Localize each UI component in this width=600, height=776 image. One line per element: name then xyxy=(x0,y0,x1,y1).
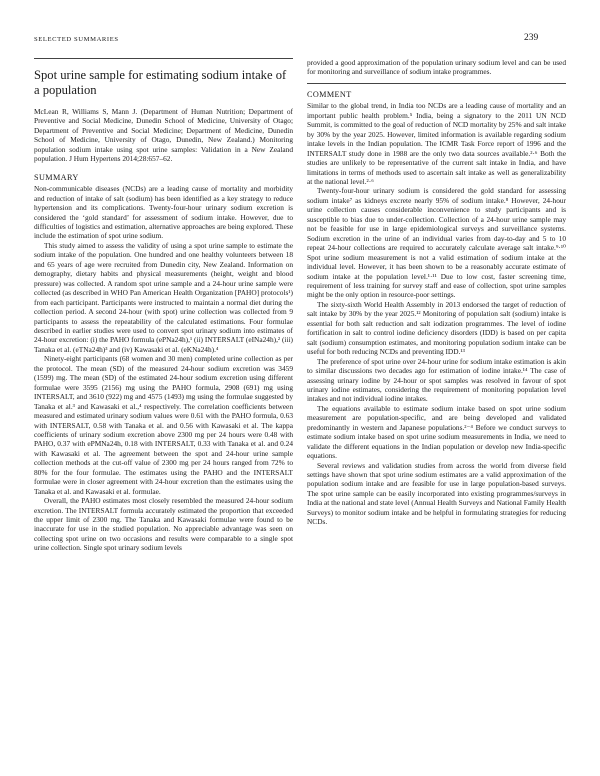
running-header: SELECTED SUMMARIES xyxy=(34,36,119,43)
summary-paragraph-2: This study aimed to assess the validity of using a spot urine sample to estimate the sodium intake of the population. One hundred and one healthy volunteers between 18 and 65 years of age were recruited from Dunedin city, New Zealand. Information on demography, dietary habits and physical measurements (height, weight and blood pressure) was collected. A random spot urine sample and a 24-hour urine sample were collected (as described in WHO Pan American Health Organization [PAHO] protocols¹) from each participant. Participants were instructed to maintain a normal diet during the collection period. A second 24-hour (with spot) urine collection was collected from 9 participants to assess the repeatability of the calculated estimations. Four formulae described in earlier studies were used to convert spot urinary sodium into estimates of 24-hour excretion: (i) the PAHO formula (ePNa24h),¹ (ii) INTERSALT (eINa24h),² (iii) Tanaka et al. (eTNa24h)³ and (iv) Kawasaki et al. (eKNa24h).⁴ xyxy=(34,240,293,354)
summary-paragraph-4: Overall, the PAHO estimates most closely resembled the measured 24-hour sodium excretion. The INTERSALT formula accurately estimated the proportion that exceeded the upper limit of 2300 mg. The Tanaka and Kawasaki formulae were found to be inaccurate for use in the studied population. No appreciable advantage was seen on collecting spot urine on two occasions and results were comparable to a single spot urine collection. Single spot urinary sodium levels xyxy=(34,496,293,553)
summary-heading: SUMMARY xyxy=(34,172,79,182)
comment-heading: COMMENT xyxy=(307,89,352,99)
summary-paragraph-1: Non-communicable diseases (NCDs) are a leading cause of mortality and morbidity and reduction of intake of salt (sodium) has been identified as a key strategy to reduce hypertension and its complications. Twenty-four-hour urinary sodium excretion is considered the ‘gold standard’ for assessment of sodium intake. However, due to difficulties of logistics and estimation, alternative approaches are being explored. These include the estimation of spot urine sodium. xyxy=(34,184,293,241)
comment-paragraph-2: Twenty-four-hour urinary sodium is considered the gold standard for assessing sodium intake⁷ as kidneys excrete nearly 95% of sodium intake.⁸ However, 24-hour urine collection causes considerable inconvenience to study participants and is susceptible to bias due to under-collection. Collection of a 24-hour urine sample may not be feasible for use in large epidemiological surveys and surveillance systems. Sodium excretion in the urine of an individual varies from day-to-day and 5 to 10 repeat 24-hour collections are required to accurately calculate average salt intake.⁹·¹⁰ Spot urine sodium measurement is not a valid estimation of sodium intake at the individual level. However, it has been shown to be a reasonably accurate estimate of sodium intake at the population level.¹·¹¹ Due to low cost, faster screening time, requirement of less training for survey staff and ease of collection, spot urine samples might be the only option in resource-poor settings. xyxy=(307,186,566,300)
comment-paragraph-4: The preference of spot urine over 24-hour urine for sodium intake estimation is akin to similar discussions two decades ago for estimation of iodine intake.¹⁴ The case of assessing urinary iodine by 24-hour or spot samples was resolved in favour of spot urinary iodine estimates, considering the requirement of monitoring population level intakes and not individual iodine intakes. xyxy=(307,356,566,404)
title-rule xyxy=(34,58,293,59)
summary-paragraph-3: Ninety-eight participants (68 women and 30 men) completed urine collection as per the protocol. The mean (SD) of the measured 24-hour sodium excretion was 3459 (1599) mg. The mean (SD) of the estimated 24-hour sodium excretion using different formulae were 3595 (2156) mg using the PAHO formula, 2908 (691) mg using INTERSALT, and 3610 (922) mg and 4575 (1493) mg using the formulae suggested by Tanaka et al.³ and Kawasaki et al.,⁴ respectively. The correlation coefficients between measured and estimated urinary sodium values were 0.61 with the PAHO formula, 0.63 with INTERSALT, 0.58 with Tanaka et al. and 0.56 with Kawasaki et al. The kappa coefficients of urinary sodium excretion above 2300 mg per 24 hours were 0.48 with PAHO, 0.37 with ePMNa24h, 0.18 with INTERSALT, 0.33 with Tanaka et al. and 0.24 with Kawasaki et al. The agreement between the spot and 24-hour urine sample collection methods at the cut-off value of 2300 mg per 24 hours ranged from 72% to 80% for the four formulae. The estimates using the PAHO and the INTERSALT formulae were in closer agreement with 24-hour excretion than the estimates using the Tanaka et al. and Kawasaki et al. formulae. xyxy=(34,354,293,496)
summary-continued: provided a good approximation of the population urinary sodium level and can be used for monitoring and surveillance of sodium intake programmes. xyxy=(307,58,566,77)
page-number: 239 xyxy=(524,33,539,43)
comment-paragraph-1: Similar to the global trend, in India too NCDs are a leading cause of mortality and an important public health problem.⁵ India, being a signatory to the 2011 UN NCD Summit, is committed to the goal of reduction of NCD mortality by 25% and salt intake by 30% by the year 2025. However, limited information is available regarding sodium intake levels in the Indian population. The ICMR Task Force report of 1996 and the INTERSALT study done in 1988 are the only two data sources available.²·⁶ Both the studies are unlikely to be representative of the current salt intake in India, and have limitations in terms of methods used to ascertain salt intake as well as generalizability at the national level.²·⁶ xyxy=(307,101,566,186)
comment-paragraph-6: Several reviews and validation studies from across the world from diverse field settings have shown that spot urine sodium estimates are a valid approximation of the population sodium intake and are feasible for use in large population-based surveys. The spot urine sample can be easily incorporated into existing programmes/surveys in India at the national and state level (Annual Health Surveys and National Family Health Surveys) to monitor sodium intake and be helpful in formulating strategies for reducing NCDs. xyxy=(307,460,566,527)
right-column xyxy=(307,58,566,527)
article-title: Spot urine sample for estimating sodium intake of a population xyxy=(34,68,287,97)
article-citation: McLean R, Williams S, Mann J. (Department of Human Nutrition; Department of Preventive and Social Medicine, Dunedin School of Medicine, University of Otago; Department of Preventive and Social Medicine; Department of Medicine, Dunedin School of Medicine, University of Otago, Dunedin, New Zealand.) Monitoring population sodium intake using spot urine samples: Validation in a New Zealand population. J Hum Hypertens 2014;28:657–62. xyxy=(34,107,293,164)
left-column xyxy=(34,58,293,553)
comment-paragraph-5: The equations available to estimate sodium intake based on spot urine sodium measurement are population-specific, and are being developed and validated predominantly in western and Japanese populations.²⁻⁴ Before we conduct surveys to estimate sodium intake based on spot urine sodium measurements in India, we need to validate the different equations in the Indian population or develop new India-specific equations. xyxy=(307,403,566,461)
comment-paragraph-3: The sixty-sixth World Health Assembly in 2013 endorsed the target of reduction of salt intake by 30% by the year 2025.¹² Monitoring of population salt (sodium) intake is essential for both salt reduction and salt iodization programmes. The level of iodine fortification in salt to control iodine deficiency disorders (IDD) is based on per capita salt (sodium) consumption estimates, and monitoring population sodium intake can be useful for both reducing NCDs and preventing IDD.¹³ xyxy=(307,299,566,357)
comment-rule xyxy=(307,83,566,84)
